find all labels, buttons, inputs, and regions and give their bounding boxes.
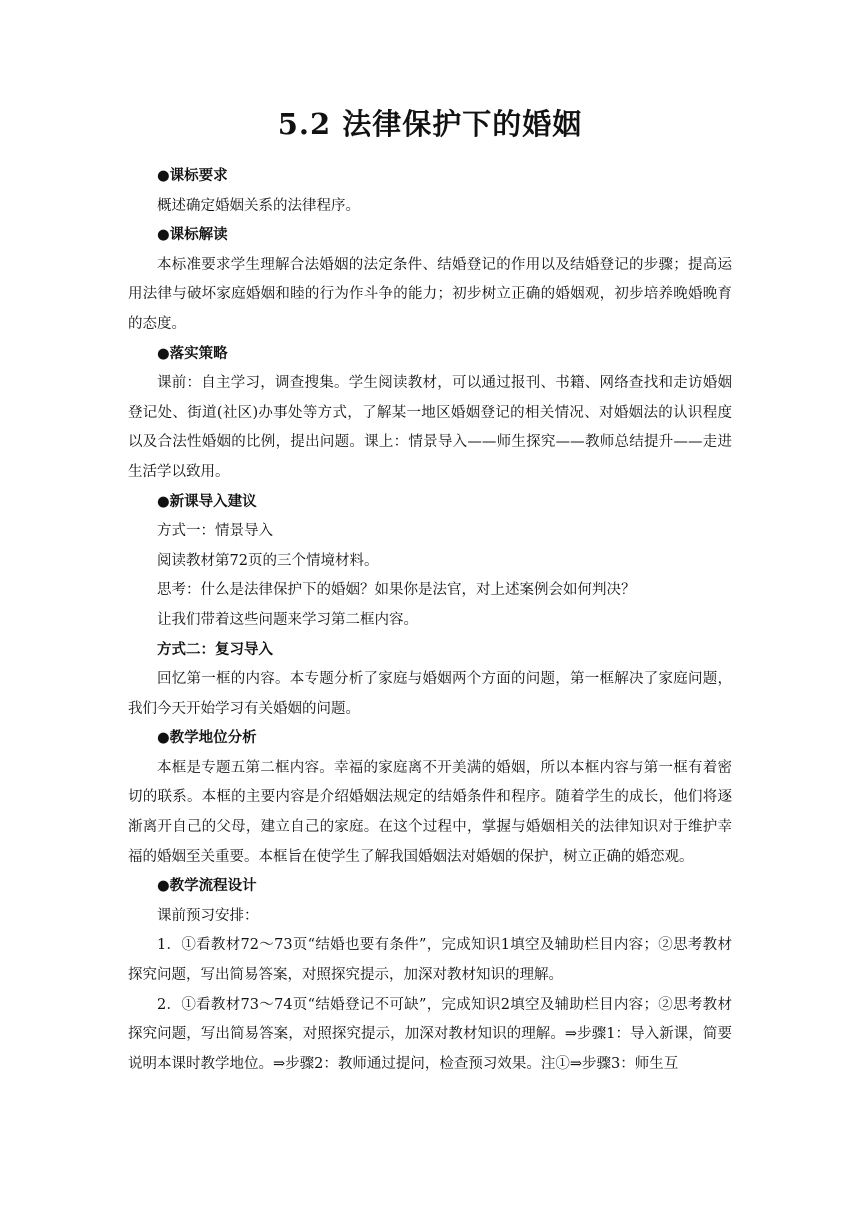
section-heading: ●教学流程设计	[157, 878, 257, 895]
body-paragraph: 概述确定婚姻关系的法律程序。	[157, 197, 360, 214]
body-paragraph: 课前预习安排：	[157, 907, 259, 924]
section-heading: ●课标解读	[157, 227, 228, 244]
section-heading: ●课标要求	[157, 168, 228, 184]
body-paragraph: 课前：自主学习，调查搜集。学生阅读教材，可以通过报刊、书籍、网络查找和走访婚姻登记处、街道(社区)办事处等方式，了解某一地区婚姻登记的相关情况、对婚姻法的认识程度以及合法性婚姻的比例，提出问题。课上：情景导入——师生探究——教师总结提升——走进生活学以致用。	[128, 375, 732, 480]
section-heading: 方式二：复习导入	[157, 641, 273, 658]
body-paragraph: 回忆第一框的内容。本专题分析了家庭与婚姻两个方面的问题，第一框解决了家庭问题，我们今天开始学习有关婚姻的问题。	[128, 671, 732, 717]
body-paragraph: 本框是专题五第二框内容。幸福的家庭离不开美满的婚姻，所以本框内容与第一框有着密切的联系。本框的主要内容是介绍婚姻法规定的结婚条件和程序。随着学生的成长，他们将逐渐离开自己的父母，建立自己的家庭。在这个过程中，掌握与婚姻相关的法律知识对于维护幸福的婚姻至关重要。本框旨在使学生了解我国婚姻法对婚姻的保护，树立正确的婚恋观。	[128, 759, 732, 865]
body-paragraph: 阅读教材第72页的三个情境材料。	[157, 552, 379, 569]
body-paragraph: 本标准要求学生理解合法婚姻的法定条件、结婚登记的作用以及结婚登记的步骤；提高运用法律与破坏家庭婚姻和睦的行为作斗争的能力；初步树立正确的婚姻观，初步培养晚婚晚育的态度。	[128, 256, 732, 332]
body-paragraph: 方式一：情景导入	[157, 523, 273, 540]
document-body	[128, 162, 732, 1079]
section-heading: ●落实策略	[157, 345, 228, 362]
body-paragraph: 思考：什么是法律保护下的婚姻？如果你是法官，对上述案例会如何判决？	[157, 582, 636, 599]
body-paragraph: 让我们带着这些问题来学习第二框内容。	[157, 611, 418, 628]
body-paragraph: 2．①看教材73～74页“结婚登记不可缺”，完成知识2填空及辅助栏目内容；②思考教材探究问题，写出简易答案，对照探究提示，加深对教材知识的理解。⇒步骤1：导入新课，简要说明本课时教学地位。⇒步骤2：教师通过提问，检查预习效果。注①⇒步骤3：师生互	[128, 996, 732, 1072]
section-heading: ●教学地位分析	[157, 730, 257, 747]
page-title: 5.2 法律保护下的婚姻	[277, 107, 583, 141]
section-heading: ●新课导入建议	[157, 493, 257, 510]
body-paragraph: 1．①看教材72～73页“结婚也要有条件”，完成知识1填空及辅助栏目内容；②思考教材探究问题，写出简易答案，对照探究提示，加深对教材知识的理解。	[128, 937, 732, 984]
